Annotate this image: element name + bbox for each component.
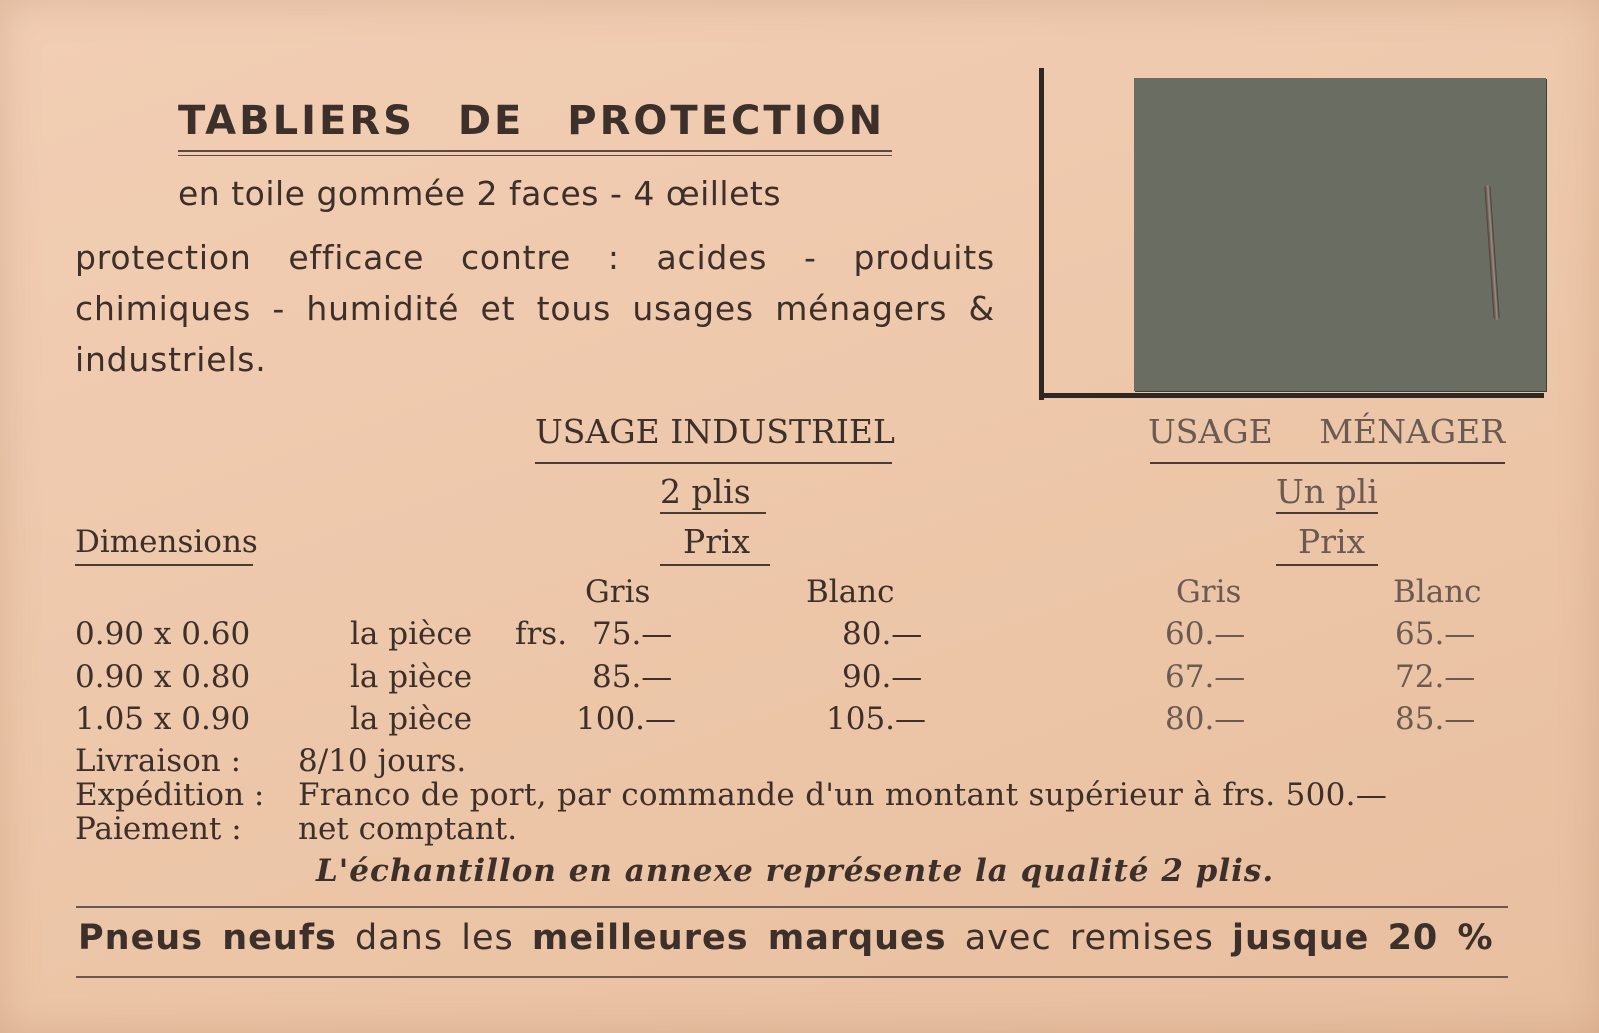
col-menager-blanc: Blanc [1393,574,1482,610]
sample-frame-bottom [1039,393,1544,398]
currency-label: frs. [515,616,568,652]
term-label-expedition: Expédition : [75,777,265,813]
menager-plies: Un pli [1276,472,1378,511]
row-industriel-gris: 85.— [592,659,673,695]
dimensions-label: Dimensions [75,524,258,560]
sample-frame-left [1039,68,1044,400]
term-label-livraison: Livraison : [75,743,242,779]
title-underline-thin [178,155,892,156]
row-industriel-gris: 100.— [576,701,677,737]
heading-usage-menager: USAGE MÉNAGER [1148,412,1506,451]
term-value-expedition: Franco de port, par commande d'un montant supérieur à frs. 500.— [298,777,1388,813]
col-industriel-gris: Gris [585,574,651,610]
row-dimension: 1.05 x 0.90 [75,701,251,737]
term-value-livraison: 8/10 jours. [298,743,467,779]
footer-part2: dans les [355,918,514,958]
heading-usage-industriel: USAGE INDUSTRIEL [535,412,895,451]
footer-part6: 20 % [1387,918,1494,958]
row-menager-blanc: 72.— [1395,659,1476,695]
footer-banner [78,918,1494,958]
underline-industriel [535,462,892,464]
footer-rule-top [76,906,1508,908]
row-industriel-blanc: 90.— [842,659,923,695]
footer-part4: avec remises [964,918,1214,958]
row-unit: la pièce [350,616,473,652]
row-menager-gris: 60.— [1165,616,1246,652]
footer-part3: meilleures marques [531,918,947,958]
underline-prix-industriel [660,564,770,566]
term-value-paiement: net comptant. [298,811,518,847]
term-label-paiement: Paiement : [75,811,242,847]
sample-note: L'échantillon en annexe représente la qualité 2 plis. [316,853,1275,889]
underline-plis [660,512,766,514]
row-industriel-gris: 75.— [592,616,673,652]
row-industriel-blanc: 80.— [842,616,923,652]
fabric-sample [1134,78,1546,391]
footer-rule-bottom [76,976,1508,978]
row-dimension: 0.90 x 0.60 [75,616,251,652]
row-menager-gris: 80.— [1165,701,1246,737]
row-unit: la pièce [350,659,473,695]
row-unit: la pièce [350,701,473,737]
underline-menager [1150,462,1505,464]
title-underline [178,150,892,152]
row-dimension: 0.90 x 0.80 [75,659,251,695]
industriel-plies: 2 plis [660,472,751,511]
footer-part1: Pneus neufs [78,918,337,958]
row-menager-gris: 67.— [1165,659,1246,695]
underline-dimensions [75,564,253,566]
card-description: protection efficace contre : acides - produits chimiques - humidité et tous usages ménagers & industriels. [75,238,995,379]
row-menager-blanc: 85.— [1395,701,1476,737]
card-title: TABLIERS DE PROTECTION [178,98,886,144]
row-menager-blanc: 65.— [1395,616,1476,652]
industriel-price-label: Prix [683,522,751,561]
underline-prix-menager [1276,564,1378,566]
card-subtitle: en toile gommée 2 faces - 4 œillets [178,174,782,213]
col-menager-gris: Gris [1176,574,1242,610]
col-industriel-blanc: Blanc [806,574,895,610]
underline-un-pli [1276,512,1378,514]
row-industriel-blanc: 105.— [826,701,927,737]
footer-part5: jusque [1231,918,1370,958]
menager-price-label: Prix [1298,522,1366,561]
